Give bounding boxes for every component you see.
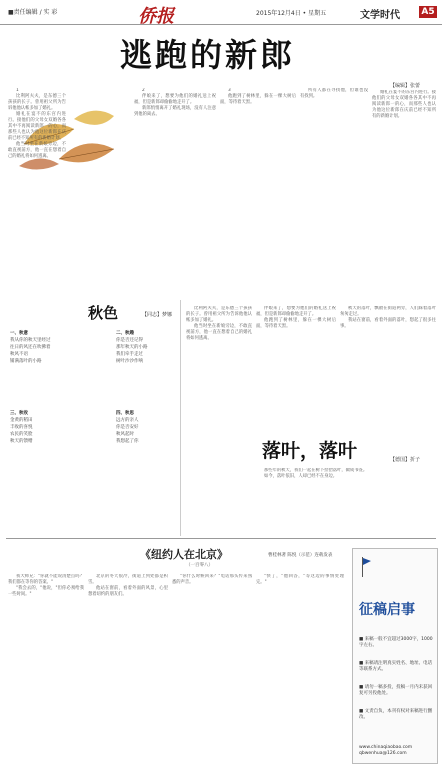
poem-section-heading: 三、秋收 [10,411,28,416]
serial-title: 《纽约人在北京》 [140,548,228,561]
poem-line: 铺满落叶的小路 [10,359,42,364]
poem-line: 秋风起时 [116,432,134,437]
notice-item: ■ 来稿请注明真实姓名、地址、电话等联系方式。 [359,661,433,672]
poem-author: 【同志】梦娜 [142,312,173,318]
main-story-title: 逃跑的新郎 [120,36,296,74]
paragraph: 伴娘来了，想要为他们的婚礼送上祝福，但是新郎却偷偷地走开了。 [134,94,216,105]
poem-line: 树叶沙沙作响 [116,359,143,364]
poem-title: 秋色 [88,304,119,322]
flag-icon [361,557,371,577]
main-story-byline: 【编辑】张蕾 [390,83,421,89]
page-number-badge: A5 [419,6,437,18]
paragraph: 婚礼在宴不的东宫内进行。接他们的父母女双婚各各其中不再阅读新郎一的心，而那些人也认为他这位新郎在庆前已经不知所有的新婚计划。 [8,112,66,141]
paragraph: 他当时坐在新娘旁边，不敢直视前方，他一直在想着自己的婚礼将如何逃离。 [186,324,252,341]
main-story-col-2 [134,88,216,300]
poem-section-heading: 一、秋意 [10,331,28,336]
paragraph: 我大师兄："你就不能说清楚点吗？我们都在等你的答案。" [8,574,84,585]
paragraph: 新郎悄悄离开了婚礼现场，没有人注意到他的离去。 [134,106,216,117]
main-story-col-3 [220,88,296,300]
call-for-papers-box [352,548,438,764]
sub-story-byline: 【德国】折子 [390,457,421,463]
paragraph: 秋天的落叶，飘散在街道两旁，人们踩着落叶匆匆走过。 [340,306,436,317]
editor-credit: ■责任编辑 / 实 彩 [8,9,58,16]
serial-episode: （一百零八） [186,563,213,568]
poem-line: 秋天的馈赠 [10,439,33,444]
main-story-col-7 [256,306,336,426]
paragraph: 他跑到了树林里，躲在一棵大树后面，等待着天黑。 [256,318,336,329]
paragraph: "你什么时候回来？"电话那头传来熟悉的声音。 [172,574,252,585]
masthead-logo: 侨报 [138,6,174,27]
poem-line: 往日的风还在吹拂着 [10,345,51,350]
paragraph: 如今，落叶依旧，人却已经不在身边。 [264,474,338,479]
poem-line: 你是否安好 [116,425,139,430]
paragraph: "我会去的，"他说，"但你必须给我一些时间。" [8,586,84,597]
poem-line: 丰收的喜悦 [10,425,33,430]
poem-section-heading: 四、秋思 [116,411,134,416]
paragraph: 他当时坐在新娘旁边，不敢直视前方，他一直在想着自己的婚礼将如何逃离。 [8,142,66,159]
notice-item: ■ 请勿一稿多投，投稿一月内未获回复可另投他处。 [359,685,433,696]
section-divider [6,538,436,539]
poem-section-1 [10,330,70,365]
poem-section-2 [116,330,176,365]
column-divider [180,300,181,536]
poem-line: 远方的亲人 [116,418,139,423]
paragraph: 所有人都在寻找他，但谁也没有找到。 [300,88,368,99]
paragraph: 北京的冬天很冷，街道上到处都是积雪。 [88,574,168,585]
paragraph: 我站在窗前，看着外面的落叶，想起了很多往事。 [340,318,436,329]
main-story-col-6 [186,306,252,534]
poem-line: 那年秋天的小路 [116,345,148,350]
poem-section-3 [10,410,70,445]
paragraph: 婚礼在宴不的东宫内进行。接他们的父母女双婚各各其中不再阅读新郎一的心，而那些人也认为他这位新郎在庆前已经不知所有的新婚计划。 [372,90,436,119]
main-story-col-4 [300,88,368,300]
poem-line: 我们牵手走过 [116,352,143,357]
sub-story-col-1 [340,306,436,426]
poem-line: 金黄的稻田 [10,418,33,423]
call-for-papers-title: 征稿启事 [359,602,415,618]
paragraph: 他站在窗前，看着外面的风景，心里想着纽约的朋友们。 [88,586,168,597]
paragraph: 那些年的秋天，我们一起在树下捡拾落叶，做成书签。 [264,468,368,473]
contact-info: www.chinaqiaobao.com qbwenhua@126.com [359,745,413,756]
serial-col-4 [256,574,344,762]
paragraph: 比利阿夫夫，是东德三个孩孩的长子。曾用祖父所为告诉他他认帐多加了婚礼。 [8,94,66,111]
serial-col-2 [88,574,168,762]
paragraph: 比利阿夫夫，是东德三个孩孩的长子。曾用祖父所为告诉他他认帐多加了婚礼。 [186,306,252,323]
poem-line: 秋风不语 [10,352,28,357]
poem-line: 我想起了你 [116,439,139,444]
poem-line: 我从你的秋天里经过 [10,338,51,343]
serial-col-3 [172,574,252,762]
paragraph: 伴娘来了，想要为他们的婚礼送上祝福，但是新郎却偷偷地走开了。 [256,306,336,317]
paragraph: "快了，"他回答，"等这边的事情处理完。" [256,574,344,585]
sub-story-col-2 [256,468,436,534]
notice-item: ■ 文责自负，本刊有权对来稿进行删改。 [359,709,433,720]
paragraph: 1 [16,88,19,93]
serial-col-1 [8,574,84,762]
section-name: 文学时代 [360,10,400,21]
paragraph: 3 [228,88,231,93]
poem-line: 农民的笑脸 [10,432,33,437]
issue-date: 2015年12月4日 • 星期五 [256,10,327,17]
poem-section-4 [116,410,176,445]
poem-section-heading: 二、秋趣 [116,331,134,336]
paragraph: 他跑到了树林里，躲在一棵大树后面，等待着天黑。 [220,94,296,105]
paragraph: 2 [142,88,145,93]
serial-meta: 曹桂林著 陈悦（示范）连载发表 [268,553,333,558]
main-story-col-1 [8,88,66,300]
poem-line: 你是否还记得 [116,338,143,343]
sub-story-title: 落叶，落叶 [262,440,358,462]
notice-item: ■ 来稿一般不宜超过3000字，1000字左右。 [359,637,433,648]
main-story-col-5 [372,90,436,300]
page-header [0,0,442,25]
